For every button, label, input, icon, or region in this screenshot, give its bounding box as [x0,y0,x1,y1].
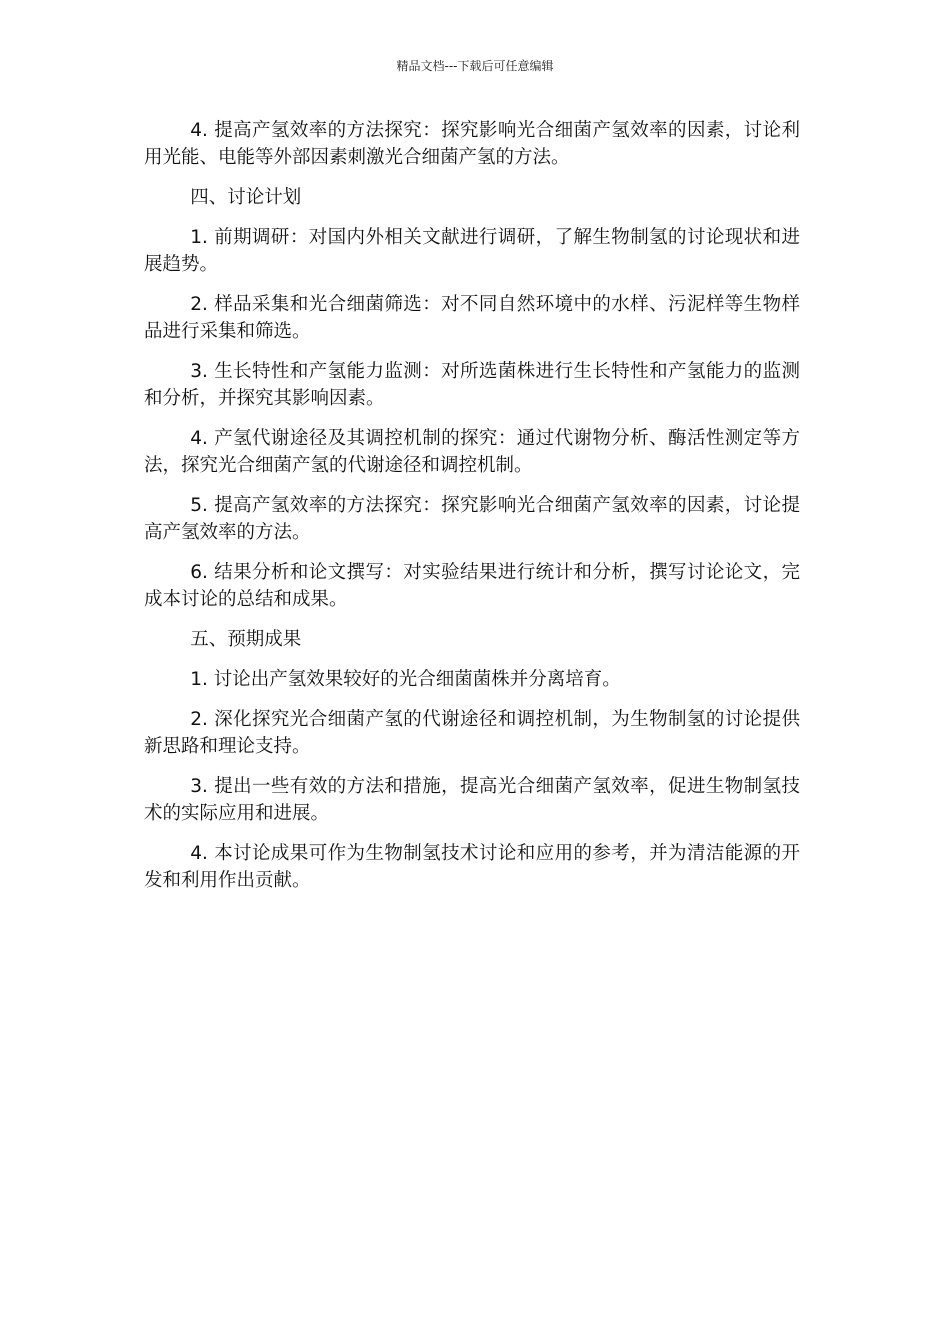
paragraph-result-4: 4. 本讨论成果可作为生物制氢技术讨论和应用的参考，并为清洁能源的开发和利用作出贡献。 [144,843,800,891]
paragraph-plan-3: 3. 生长特性和产氢能力监测：对所选菌株进行生长特性和产氢能力的监测和分析，并探究其影响因素。 [144,361,800,409]
paragraph-method-efficiency: 4. 提高产氢效率的方法探究：探究影响光合细菌产氢效率的因素，讨论利用光能、电能等外部因素刺激光合细菌产氢的方法。 [144,120,800,168]
section-heading-plan: 四、讨论计划 [190,187,302,208]
paragraph-plan-4: 4. 产氢代谢途径及其调控机制的探究：通过代谢物分析、酶活性测定等方法，探究光合细菌产氢的代谢途径和调控机制。 [144,428,800,476]
paragraph-result-3: 3. 提出一些有效的方法和措施，提高光合细菌产氢效率，促进生物制氢技术的实际应用和进展。 [144,776,800,824]
section-heading-results: 五、预期成果 [190,629,302,650]
paragraph-plan-1: 1. 前期调研：对国内外相关文献进行调研，了解生物制氢的讨论现状和进展趋势。 [144,227,800,275]
paragraph-result-2: 2. 深化探究光合细菌产氢的代谢途径和调控机制，为生物制氢的讨论提供新思路和理论支持。 [144,709,800,757]
paragraph-plan-6: 6. 结果分析和论文撰写：对实验结果进行统计和分析，撰写讨论论文，完成本讨论的总结和成果。 [144,562,800,610]
document-body [144,117,800,907]
paragraph-plan-5: 5. 提高产氢效率的方法探究：探究影响光合细菌产氢效率的因素，讨论提高产氢效率的方法。 [144,495,800,543]
page-header: 精品文档---下载后可任意编辑 [396,59,554,73]
paragraph-result-1: 1. 讨论出产氢效果较好的光合细菌菌株并分离培育。 [190,669,621,690]
paragraph-plan-2: 2. 样品采集和光合细菌筛选：对不同自然环境中的水样、污泥样等生物样品进行采集和筛选。 [144,294,800,342]
